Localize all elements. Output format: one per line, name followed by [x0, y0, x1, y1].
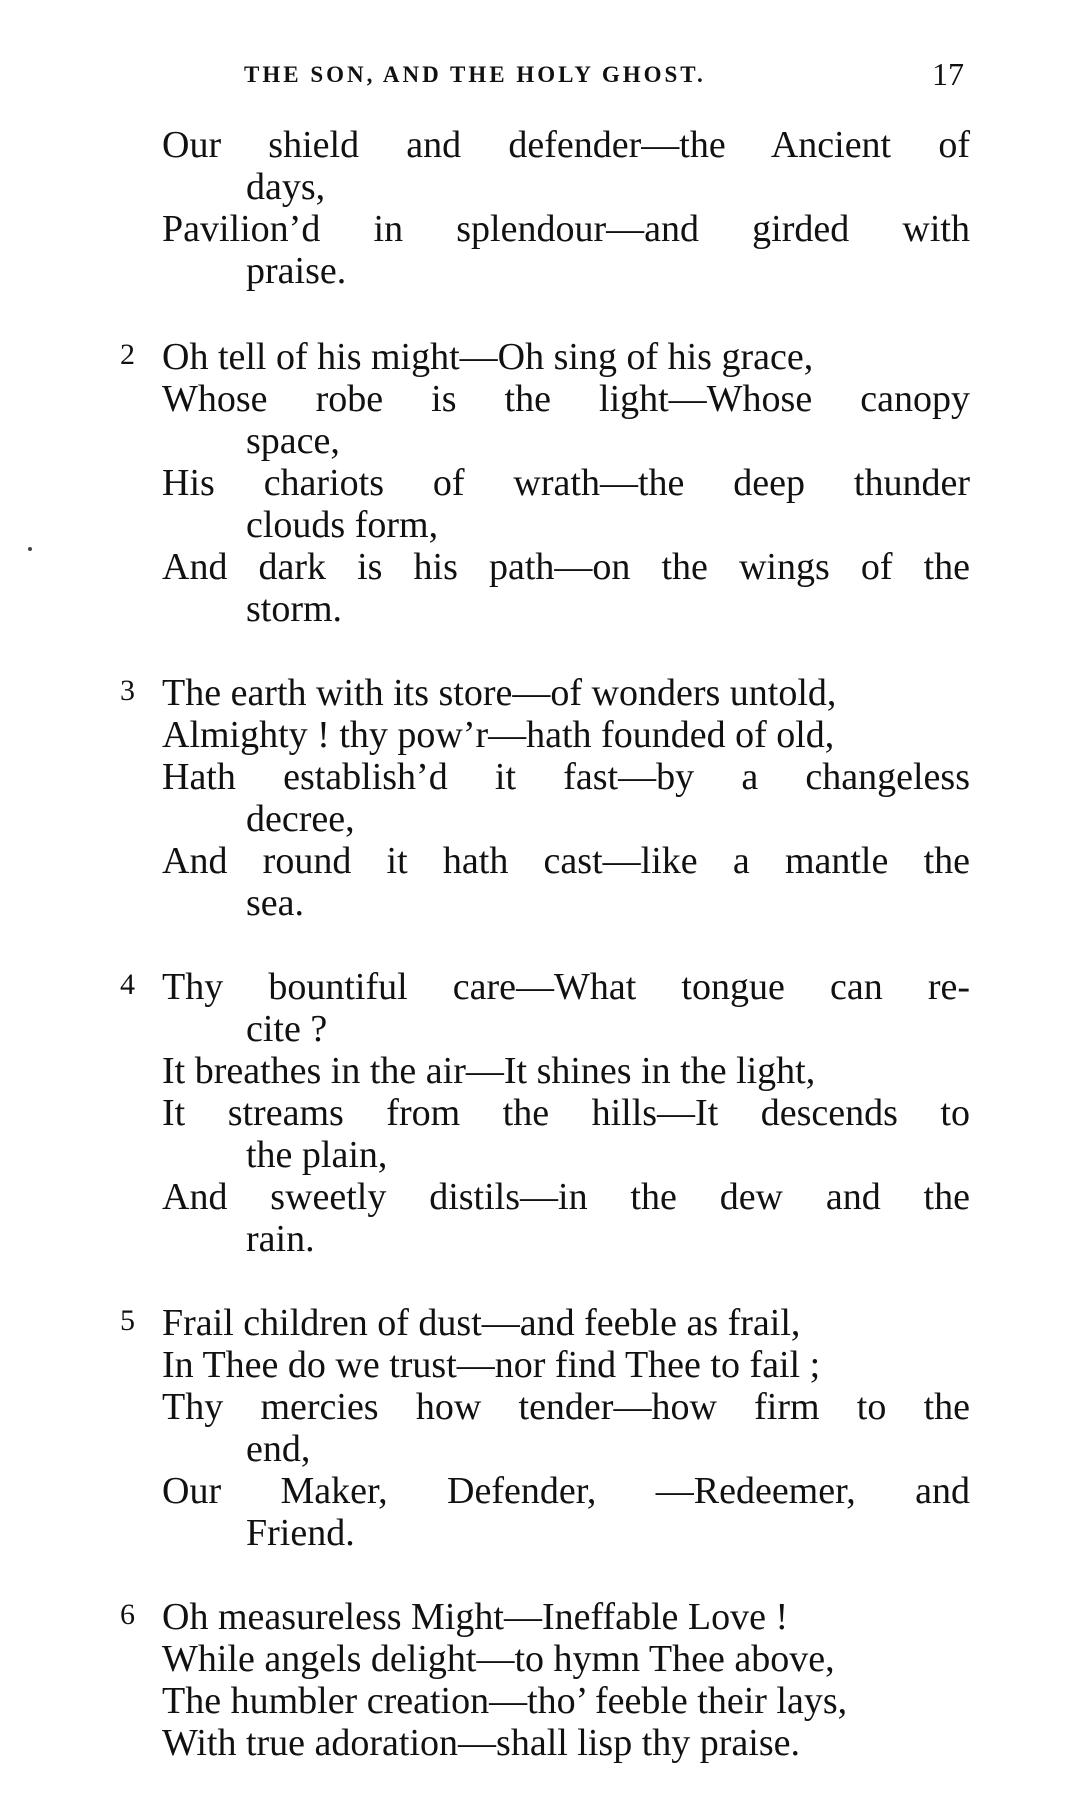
poem-line-continuation: the plain, [246, 1134, 388, 1176]
poem-line-continuation: days, [246, 166, 326, 208]
poem-line-continuation: praise. [246, 250, 347, 292]
poem-line: Pavilion’d in splendour—and girded with [162, 208, 970, 250]
poem-line: And dark is his path—on the wings of the [162, 546, 970, 588]
margin-speck [28, 547, 32, 551]
poem-line: The humbler creation—tho’ feeble their lays, [162, 1680, 848, 1722]
stanza-2 [120, 336, 970, 630]
poem-line: Oh tell of his might—Oh sing of his grace, [162, 336, 814, 378]
poem-line: It streams from the hills—It descends to [162, 1092, 970, 1134]
poem-line: The earth with its store—of wonders untold, [162, 672, 837, 714]
poem-line-continuation: storm. [246, 588, 343, 630]
poem-line: While angels delight—to hymn Thee above, [162, 1638, 835, 1680]
poem-line-continuation: rain. [246, 1218, 315, 1260]
poem-line-continuation: space, [246, 420, 340, 462]
stanza-number: 3 [120, 674, 135, 707]
poem-line: Thy mercies how tender—how firm to the [162, 1386, 970, 1428]
poem-line-continuation: Friend. [246, 1512, 355, 1554]
hymn-text [120, 124, 970, 1806]
stanza-4 [120, 966, 970, 1260]
stanza-number: 4 [120, 968, 135, 1001]
poem-line: And round it hath cast—like a mantle the [162, 840, 970, 882]
stanza-number: 6 [120, 1598, 135, 1631]
poem-line: In Thee do we trust—nor find Thee to fail ; [162, 1344, 821, 1386]
poem-line: Oh measureless Might—Ineffable Love ! [162, 1596, 789, 1638]
poem-line-continuation: clouds form, [246, 504, 439, 546]
poem-line: And sweetly distils—in the dew and the [162, 1176, 970, 1218]
poem-line: Hath establish’d it fast—by a changeless [162, 756, 970, 798]
poem-line-continuation: cite ? [246, 1008, 328, 1050]
poem-line-continuation: decree, [246, 798, 355, 840]
poem-line: His chariots of wrath—the deep thunder [162, 462, 970, 504]
poem-line-continuation: sea. [246, 882, 305, 924]
poem-line-continuation: end, [246, 1428, 311, 1470]
page-number: 17 [932, 56, 964, 92]
poem-line: With true adoration—shall lisp thy praise. [162, 1722, 801, 1764]
poem-line: Frail children of dust—and feeble as frail, [162, 1302, 801, 1344]
stanza-number: 5 [120, 1304, 135, 1337]
poem-line: Thy bountiful care—What tongue can re- [162, 966, 970, 1008]
poem-line: Our shield and defender—the Ancient of [162, 124, 970, 166]
stanza-6 [120, 1596, 970, 1764]
poem-line: Our Maker, Defender, —Redeemer, and [162, 1470, 970, 1512]
poem-line: It breathes in the air—It shines in the light, [162, 1050, 816, 1092]
stanza-1 [120, 124, 970, 292]
page-header [244, 56, 964, 96]
stanza-number: 2 [120, 338, 135, 371]
stanza-3 [120, 672, 970, 924]
running-title: THE SON, AND THE HOLY GHOST. [244, 62, 706, 87]
poem-line: Almighty ! thy pow’r—hath founded of old, [162, 714, 835, 756]
poem-line: Whose robe is the light—Whose canopy [162, 378, 970, 420]
stanza-5 [120, 1302, 970, 1554]
